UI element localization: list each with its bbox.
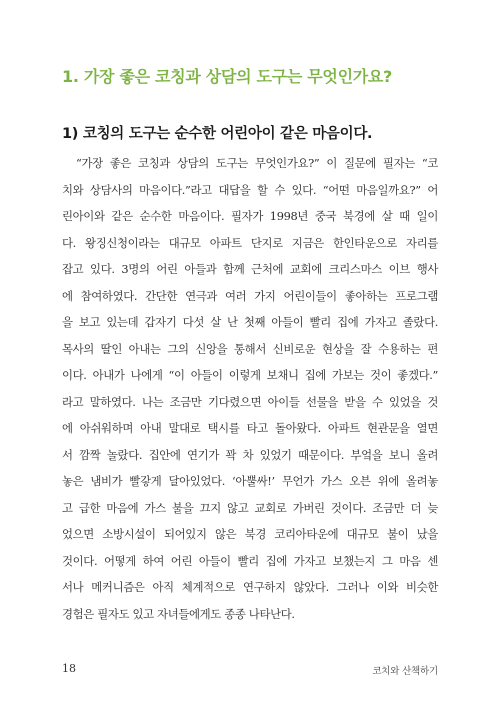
- body-line: “가장 좋은 코칭과 상담의 도구는 무엇인가요?” 이 질문에 필자는 “코: [76, 156, 438, 170]
- body-line: 서나 메커니즘은 아직 체계적으로 연구하지 않았다. 그러나 이와 비슷한: [62, 580, 438, 594]
- body-line: 고 급한 마음에 가스 불을 끄지 않고 교회로 가버린 것이다. 조금만 더 늦: [62, 500, 438, 515]
- body-line: 서 깜짝 놀랐다. 집안에 연기가 꽉 차 있었기 때문이다. 부엌을 보니 올려: [62, 447, 438, 462]
- body-line: 을 보고 있는데 갑자기 다섯 살 난 첫째 아들이 빨리 집에 가자고 졸랐다.: [62, 315, 438, 329]
- section-title: 1) 코칭의 도구는 순수한 어린아이 같은 마음이다.: [62, 126, 373, 142]
- body-line: 에 참여하였다. 간단한 연극과 여러 가지 어린이들이 좋아하는 프로그램: [62, 288, 438, 303]
- body-line: 목사의 딸인 아내는 그의 신앙을 통해서 신비로운 현상을 잘 수용하는 편: [62, 341, 438, 356]
- chapter-title: 1. 가장 좋은 코칭과 상담의 도구는 무엇인가요?: [62, 67, 393, 86]
- page-number: 18: [62, 662, 76, 675]
- body-line: 경험은 필자도 있고 자녀들에게도 종종 나타난다.: [62, 606, 295, 621]
- body-line: 이다. 아내가 나에게 “이 아들이 이렇게 보채니 집에 가보는 것이 좋겠다.”: [62, 368, 438, 382]
- body-line: 린아이와 같은 순수한 마음이다. 필자가 1998년 중국 북경에 살 때 일이: [62, 209, 438, 223]
- body-line: 것이다. 어떻게 하여 어린 아들이 빨리 집에 가자고 보챘는지 그 마음 센: [62, 553, 438, 568]
- body-line: 에 아쉬워하며 아내 말대로 택시를 타고 돌아왔다. 아파트 현관문을 열면: [62, 421, 438, 435]
- running-footer-title: 코치와 산책하기: [372, 666, 438, 677]
- body-line: 치와 상담사의 마음이다.”라고 대답을 할 수 있다. “어떤 마음일까요?” 어: [62, 182, 438, 197]
- body-line: 다. 왕징신청이라는 대규모 아파트 단지로 지금은 한인타운으로 자리를: [62, 235, 438, 250]
- body-paragraph: [62, 150, 438, 627]
- body-line: 잡고 있다. 3명의 어린 아들과 함께 근처에 교회에 크리스마스 이브 행사: [62, 262, 438, 276]
- body-line: 놓은 냄비가 빨갛게 달아있었다. ‘아뿔싸!’ 무언가 가스 오븐 위에 올려놓: [62, 474, 438, 488]
- body-line: 라고 말하였다. 나는 조금만 기다렸으면 아이들 선물을 받을 수 있었을 것: [62, 394, 438, 409]
- body-line: 었으면 소방시설이 되어있지 않은 북경 코리아타운에 대규모 불이 났을: [62, 527, 438, 541]
